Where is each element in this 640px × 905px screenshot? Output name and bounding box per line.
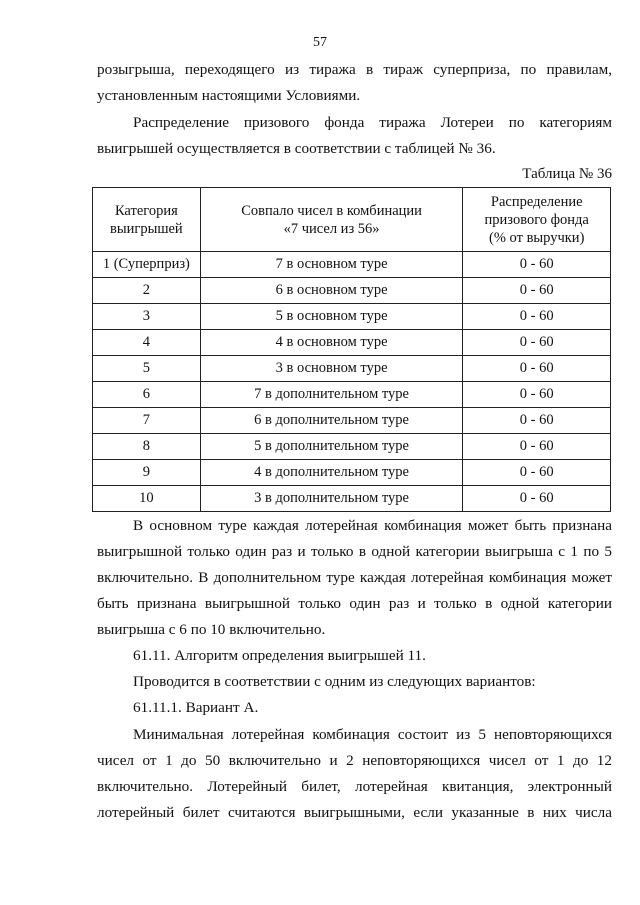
category-cell: 1 (Суперприз) — [93, 252, 201, 278]
text-line: выигрышной только один раз и только в одной категории выигрыша с 1 по 5 — [97, 543, 612, 560]
column-header: Совпало чисел в комбинации «7 чисел из 56» — [200, 188, 463, 252]
distribution-cell: 0 - 60 — [463, 304, 611, 330]
text-line: выигрышей осуществляется в соответствии с таблицей № 36. — [97, 140, 496, 157]
table-row — [93, 382, 611, 408]
text-line: чисел от 1 до 50 включительно и 2 неповторяющихся чисел от 1 до 12 — [97, 752, 612, 769]
table-row — [93, 460, 611, 486]
category-cell: 3 — [93, 304, 201, 330]
match-cell: 7 в основном туре — [200, 252, 463, 278]
category-cell: 5 — [93, 356, 201, 382]
distribution-cell: 0 - 60 — [463, 486, 611, 512]
text-line: включительно. Лотерейный билет, лотерейная квитанция, электронный — [97, 778, 612, 795]
match-cell: 7 в дополнительном туре — [200, 382, 463, 408]
table-row — [93, 356, 611, 382]
table-row — [93, 304, 611, 330]
category-cell: 7 — [93, 408, 201, 434]
text-line: Проводится в соответствии с одним из следующих вариантов: — [133, 673, 536, 690]
table-row — [93, 252, 611, 278]
text-line: лотерейный билет считаются выигрышными, если указанные в них числа — [97, 804, 612, 821]
text-line: выигрыша с 6 по 10 включительно. — [97, 621, 326, 638]
text-line: Минимальная лотерейная комбинация состоит из 5 неповторяющихся — [133, 726, 612, 743]
text-line: установленным настоящими Условиями. — [97, 87, 361, 104]
table-row — [93, 330, 611, 356]
category-cell: 6 — [93, 382, 201, 408]
table-caption: Таблица № 36 — [522, 166, 612, 182]
column-header: Категория выигрышей — [93, 188, 201, 252]
table-row — [93, 278, 611, 304]
distribution-cell: 0 - 60 — [463, 330, 611, 356]
distribution-cell: 0 - 60 — [463, 382, 611, 408]
subsection-heading: 61.11.1. Вариант А. — [133, 699, 259, 716]
table-header-row — [93, 188, 611, 252]
match-cell: 6 в дополнительном туре — [200, 408, 463, 434]
text-line: включительно. В дополнительном туре каждая лотерейная комбинация может — [97, 569, 612, 586]
match-cell: 4 в дополнительном туре — [200, 460, 463, 486]
match-cell: 3 в дополнительном туре — [200, 486, 463, 512]
distribution-cell: 0 - 60 — [463, 460, 611, 486]
match-cell: 6 в основном туре — [200, 278, 463, 304]
table-row — [93, 486, 611, 512]
category-cell: 8 — [93, 434, 201, 460]
text-line: В основном туре каждая лотерейная комбинация может быть признана — [133, 517, 612, 534]
section-heading: 61.11. Алгоритм определения выигрышей 11. — [133, 647, 426, 664]
distribution-cell: 0 - 60 — [463, 252, 611, 278]
category-cell: 9 — [93, 460, 201, 486]
distribution-cell: 0 - 60 — [463, 408, 611, 434]
text-line: Распределение призового фонда тиража Лотереи по категориям — [133, 114, 612, 131]
category-cell: 2 — [93, 278, 201, 304]
distribution-cell: 0 - 60 — [463, 434, 611, 460]
distribution-cell: 0 - 60 — [463, 356, 611, 382]
match-cell: 5 в дополнительном туре — [200, 434, 463, 460]
distribution-cell: 0 - 60 — [463, 278, 611, 304]
page-number: 57 — [313, 35, 327, 50]
table-row — [93, 434, 611, 460]
text-line: быть признана выигрышной только один раз и только в одной категории — [97, 595, 612, 612]
category-cell: 10 — [93, 486, 201, 512]
category-cell: 4 — [93, 330, 201, 356]
match-cell: 4 в основном туре — [200, 330, 463, 356]
match-cell: 5 в основном туре — [200, 304, 463, 330]
text-line: розыгрыша, переходящего из тиража в тираж суперприза, по правилам, — [97, 61, 612, 78]
prize-distribution-table — [92, 187, 611, 512]
match-cell: 3 в основном туре — [200, 356, 463, 382]
table-row — [93, 408, 611, 434]
column-header: Распределение призового фонда (% от выручки) — [463, 188, 611, 252]
